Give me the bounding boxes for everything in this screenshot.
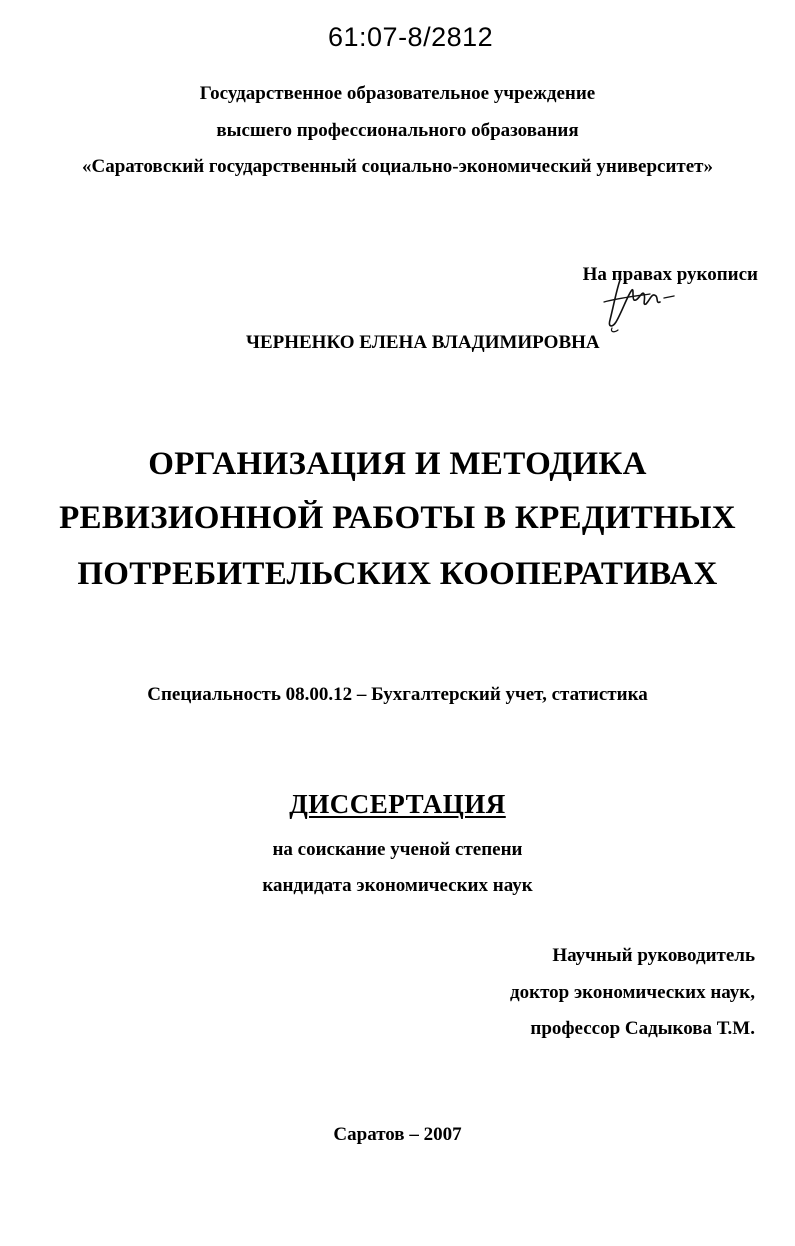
institution-line-1: Государственное образовательное учреждение [199,83,596,104]
supervisor-name: профессор Садыкова Т.М. [530,1018,755,1039]
institution-line-2: высшего профессионального образования [216,120,579,141]
manuscript-note: На правах рукописи [582,264,758,285]
city-year: Саратов – 2007 [333,1124,462,1145]
title-line-2: РЕВИЗИОННОЙ РАБОТЫ В КРЕДИТНЫХ [59,500,736,536]
degree-line-2: кандидата экономических наук [262,875,533,896]
degree-line-1: на соискание ученой степени [272,839,523,860]
title-line-3: ПОТРЕБИТЕЛЬСКИХ КООПЕРАТИВАХ [77,556,718,592]
archive-code: 61:07-8/2812 [328,22,494,52]
institution-line-3: «Саратовский государственный социально-экономический университет» [81,156,714,177]
supervisor-role: Научный руководитель [552,945,755,966]
author-name: ЧЕРНЕНКО ЕЛЕНА ВЛАДИМИРОВНА [246,332,600,353]
handwritten-signature [598,272,678,334]
specialty: Специальность 08.00.12 – Бухгалтерский учет, статистика [147,684,648,705]
document-type: ДИССЕРТАЦИЯ [289,789,506,819]
title-line-1: ОРГАНИЗАЦИЯ И МЕТОДИКА [148,446,647,482]
supervisor-degree: доктор экономических наук, [510,982,755,1003]
